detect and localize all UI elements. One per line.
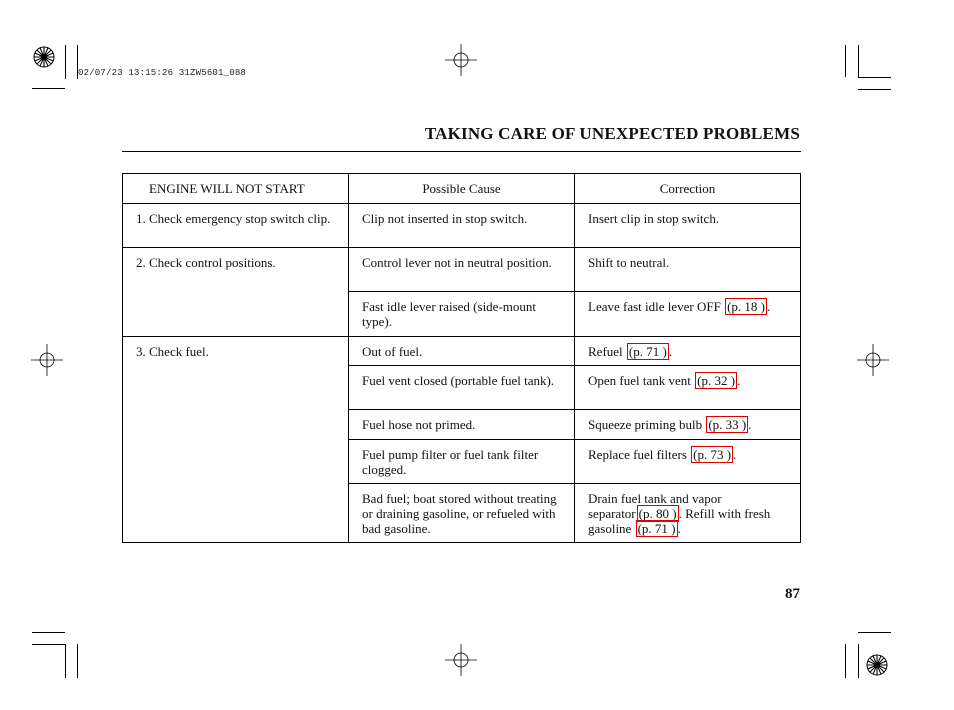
header-correction: Correction bbox=[575, 174, 801, 204]
header-possible-cause: Possible Cause bbox=[349, 174, 575, 204]
step-label: 1. Check emergency stop switch clip. bbox=[136, 211, 331, 226]
crop-mark bbox=[77, 644, 78, 678]
correction-text: Drain fuel tank and vapor separator bbox=[588, 491, 722, 521]
correction-suffix: . bbox=[677, 521, 681, 536]
crop-mark bbox=[858, 89, 891, 90]
crop-mark bbox=[845, 45, 846, 77]
crop-mark bbox=[845, 644, 846, 678]
correction-text: Replace fuel filters bbox=[588, 447, 687, 462]
crop-mark bbox=[32, 644, 65, 645]
correction-text: Insert clip in stop switch. bbox=[588, 211, 720, 226]
page-reference-link[interactable]: (p. 80 ) bbox=[638, 506, 677, 521]
correction-cell bbox=[575, 484, 801, 543]
page-reference-link[interactable]: (p. 71 ) bbox=[637, 521, 676, 536]
cause-cell: Fuel vent closed (portable fuel tank). bbox=[349, 366, 575, 410]
correction-text: Squeeze priming bulb bbox=[588, 417, 703, 432]
registration-crosshair-icon bbox=[31, 344, 63, 376]
page-reference-link[interactable]: (p. 71 ) bbox=[628, 344, 667, 359]
step-cell bbox=[123, 204, 349, 248]
table-row bbox=[123, 248, 801, 292]
crop-mark bbox=[65, 644, 66, 678]
cause-cell: Bad fuel; boat stored without treating or draining gasoline, or refueled with bad gasoline. bbox=[349, 484, 575, 543]
correction-suffix: . bbox=[748, 417, 752, 432]
crop-mark bbox=[32, 88, 65, 89]
page-reference-link[interactable]: (p. 32 ) bbox=[697, 373, 736, 388]
header-symptom: ENGINE WILL NOT START bbox=[123, 174, 349, 204]
registration-crosshair-icon bbox=[857, 344, 889, 376]
correction-cell bbox=[575, 337, 801, 366]
correction-suffix: . bbox=[668, 344, 673, 359]
step-label: 3. Check fuel. bbox=[136, 344, 209, 359]
correction-suffix: . bbox=[767, 299, 771, 314]
correction-text: Refuel bbox=[588, 344, 623, 359]
correction-cell bbox=[575, 366, 801, 410]
section-title: TAKING CARE OF UNEXPECTED PROBLEMS bbox=[424, 124, 800, 143]
step-cell bbox=[123, 248, 349, 337]
crop-mark bbox=[858, 632, 891, 633]
step-cell bbox=[123, 337, 349, 543]
cause-cell: Out of fuel. bbox=[349, 337, 575, 366]
crop-mark bbox=[858, 644, 859, 678]
correction-suffix: . Refill with fresh gasoline bbox=[588, 506, 771, 536]
cause-cell: Fuel pump filter or fuel tank filter clogged. bbox=[349, 440, 575, 484]
page-reference-link[interactable]: (p. 33 ) bbox=[708, 417, 747, 432]
registration-crosshair-icon bbox=[445, 644, 477, 676]
step-label: 2. Check control positions. bbox=[136, 255, 276, 270]
table-row bbox=[123, 337, 801, 366]
correction-text: Open fuel tank vent bbox=[588, 373, 691, 388]
correction-cell bbox=[575, 292, 801, 337]
print-timestamp: 02/07/23 13:15:26 31ZW5601_088 bbox=[78, 68, 247, 78]
cause-cell: Control lever not in neutral position. bbox=[349, 248, 575, 292]
table-row bbox=[123, 204, 801, 248]
correction-text: Leave fast idle lever OFF bbox=[588, 299, 721, 314]
registration-sunburst-icon bbox=[33, 46, 55, 68]
registration-crosshair-icon bbox=[445, 44, 477, 76]
correction-cell bbox=[575, 248, 801, 292]
registration-sunburst-icon bbox=[866, 654, 888, 676]
cause-cell: Fast idle lever raised (side-mount type). bbox=[349, 292, 575, 337]
page-reference-link[interactable]: (p. 73 ) bbox=[693, 447, 732, 462]
correction-cell bbox=[575, 440, 801, 484]
page-number: 87 bbox=[785, 586, 800, 602]
crop-mark bbox=[858, 45, 859, 77]
page-reference-link[interactable]: (p. 18 ) bbox=[727, 299, 766, 314]
title-rule bbox=[122, 151, 801, 152]
crop-mark bbox=[32, 632, 65, 633]
correction-suffix: . bbox=[733, 447, 737, 462]
table-header-row bbox=[123, 174, 801, 204]
correction-suffix: . bbox=[737, 373, 741, 388]
correction-text: Shift to neutral. bbox=[588, 255, 670, 270]
crop-mark bbox=[65, 45, 66, 79]
correction-cell bbox=[575, 410, 801, 440]
cause-cell: Clip not inserted in stop switch. bbox=[349, 204, 575, 248]
cause-cell: Fuel hose not primed. bbox=[349, 410, 575, 440]
crop-mark bbox=[858, 77, 891, 78]
troubleshooting-table bbox=[122, 173, 801, 543]
correction-cell bbox=[575, 204, 801, 248]
